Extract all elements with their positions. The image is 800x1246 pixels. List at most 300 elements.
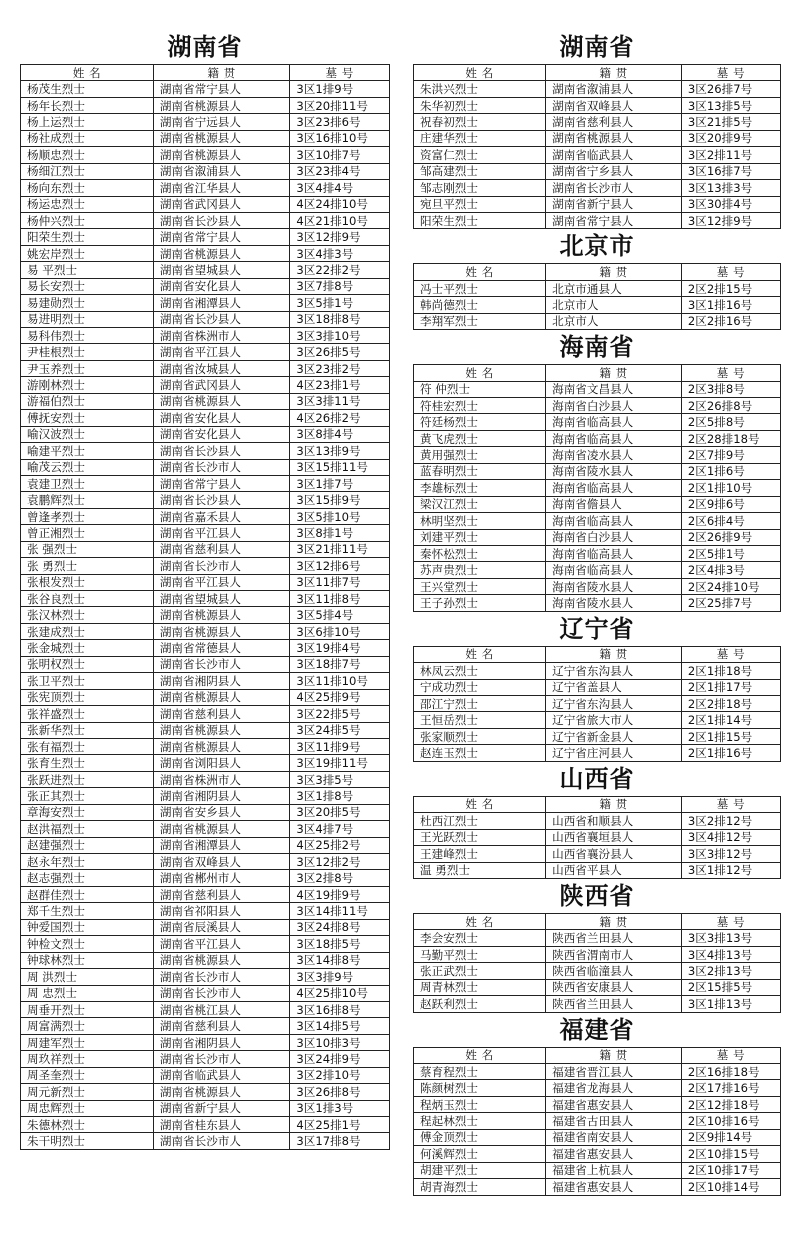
martyr-tomb: 3区1排8号 — [290, 788, 390, 804]
martyr-name: 张汉林烈士 — [21, 607, 154, 623]
martyr-origin: 海南省临高县人 — [546, 513, 682, 529]
martyr-tomb: 2区17排16号 — [681, 1080, 780, 1096]
martyr-origin: 福建省古田县人 — [546, 1113, 682, 1129]
martyr-tomb: 2区9排14号 — [681, 1129, 780, 1145]
table-header-row — [414, 796, 781, 812]
table-row — [414, 114, 781, 130]
martyr-tomb: 2区25排7号 — [681, 595, 780, 611]
martyr-tomb: 3区2排13号 — [681, 963, 780, 979]
martyr-origin: 湖南省汝城县人 — [153, 360, 290, 376]
table-row — [21, 574, 390, 590]
martyr-name: 张谷良烈士 — [21, 591, 154, 607]
martyr-origin: 湖南省桃源县人 — [153, 1084, 290, 1100]
table-row — [21, 245, 390, 261]
martyr-tomb: 2区24排10号 — [681, 578, 780, 594]
martyr-origin: 海南省临高县人 — [546, 414, 682, 430]
martyr-name: 韩尚德烈士 — [414, 297, 546, 313]
martyr-origin: 辽宁省庄河县人 — [546, 745, 682, 761]
table-header-row — [414, 646, 781, 662]
martyr-name: 庄建华烈士 — [414, 130, 546, 146]
martyr-origin: 湖南省慈利县人 — [153, 886, 290, 902]
martyr-tomb: 3区14排5号 — [290, 1018, 390, 1034]
martyr-tomb: 3区14排11号 — [290, 903, 390, 919]
table-row — [21, 525, 390, 541]
martyr-origin: 湖南省桃江县人 — [153, 1001, 290, 1017]
martyr-name: 赵洪福烈士 — [21, 821, 154, 837]
martyr-tomb: 3区3排9号 — [290, 969, 390, 985]
table-row — [414, 97, 781, 113]
table-row — [21, 508, 390, 524]
table-row — [21, 81, 390, 97]
martyr-name: 钟检文烈士 — [21, 936, 154, 952]
table-header-row — [414, 913, 781, 929]
table-row — [21, 475, 390, 491]
martyr-name: 周 洪烈士 — [21, 969, 154, 985]
martyr-tomb: 2区10排16号 — [681, 1113, 780, 1129]
martyr-name: 王兴堂烈士 — [414, 578, 546, 594]
martyr-tomb: 3区21排11号 — [290, 541, 390, 557]
martyr-name: 杨顺忠烈士 — [21, 147, 154, 163]
martyr-tomb: 4区26排2号 — [290, 410, 390, 426]
martyr-name: 张祥盛烈士 — [21, 706, 154, 722]
table-row — [21, 311, 390, 327]
table-row — [21, 410, 390, 426]
martyr-tomb: 3区4排3号 — [290, 245, 390, 261]
header-origin: 籍 贯 — [546, 913, 682, 929]
martyr-name: 姚宏岸烈士 — [21, 245, 154, 261]
header-tomb: 墓 号 — [681, 796, 780, 812]
martyr-origin: 湖南省双峰县人 — [546, 97, 682, 113]
martyr-tomb: 3区21排5号 — [681, 114, 780, 130]
province-title: 湖南省 — [559, 33, 635, 61]
table-row — [21, 706, 390, 722]
martyr-tomb: 3区5排1号 — [290, 295, 390, 311]
header-name: 姓 名 — [414, 264, 546, 280]
table-row — [21, 623, 390, 639]
martyr-name: 张有福烈士 — [21, 738, 154, 754]
table-row — [414, 313, 781, 329]
martyr-origin: 湖南省常宁县人 — [153, 475, 290, 491]
martyr-origin: 湖南省桃源县人 — [153, 623, 290, 639]
martyr-name: 蔡育程烈士 — [414, 1064, 546, 1080]
martyr-tomb: 2区7排9号 — [681, 447, 780, 463]
table-row — [21, 673, 390, 689]
martyr-tomb: 3区12排2号 — [290, 854, 390, 870]
martyr-tomb: 2区10排14号 — [681, 1179, 780, 1195]
right-column — [413, 0, 781, 1196]
province-title: 山西省 — [559, 764, 635, 793]
martyr-origin: 湖南省湘潭县人 — [153, 837, 290, 853]
martyr-name: 符桂宏烈士 — [414, 398, 546, 414]
table-row — [21, 541, 390, 557]
table-row — [21, 328, 390, 344]
martyr-origin: 福建省惠安县人 — [546, 1146, 682, 1162]
header-origin: 籍 贯 — [546, 646, 682, 662]
table-header-row — [414, 65, 781, 81]
martyr-origin: 陕西省安康县人 — [546, 979, 682, 995]
martyr-origin: 海南省凌水县人 — [546, 447, 682, 463]
table-row — [21, 180, 390, 196]
martyr-name: 赵建强烈士 — [21, 837, 154, 853]
martyr-origin: 湖南省桃源县人 — [153, 245, 290, 261]
martyr-name: 傅抚安烈士 — [21, 410, 154, 426]
martyr-name: 周富满烈士 — [21, 1018, 154, 1034]
martyr-origin: 湖南省桃源县人 — [546, 130, 682, 146]
martyr-tomb: 3区19排11号 — [290, 755, 390, 771]
martyr-tomb: 3区16排8号 — [290, 1001, 390, 1017]
table-row — [414, 562, 781, 578]
martyr-name: 张 勇烈士 — [21, 558, 154, 574]
martyr-tomb: 3区11排8号 — [290, 591, 390, 607]
martyr-origin: 湖南省宁远县人 — [153, 114, 290, 130]
table-row — [21, 656, 390, 672]
martyr-table — [413, 646, 781, 762]
martyr-origin: 海南省临高县人 — [546, 545, 682, 561]
header-origin: 籍 贯 — [546, 264, 682, 280]
table-row — [21, 919, 390, 935]
martyr-tomb: 3区3排13号 — [681, 930, 780, 946]
table-row — [414, 480, 781, 496]
martyr-origin: 湖南省桃源县人 — [153, 147, 290, 163]
martyr-name: 赵永年烈士 — [21, 854, 154, 870]
martyr-name: 杨社成烈士 — [21, 130, 154, 146]
header-origin: 籍 贯 — [546, 1047, 682, 1063]
martyr-tomb: 3区11排10号 — [290, 673, 390, 689]
header-origin: 籍 贯 — [546, 65, 682, 81]
table-row — [21, 985, 390, 1001]
martyr-name: 赵跃利烈士 — [414, 996, 546, 1012]
table-row — [21, 870, 390, 886]
table-row — [414, 829, 781, 845]
martyr-name: 李翔军烈士 — [414, 313, 546, 329]
martyr-origin: 湖南省溆浦县人 — [153, 163, 290, 179]
martyr-tomb: 3区20排9号 — [681, 130, 780, 146]
martyr-table — [413, 263, 781, 330]
martyr-origin: 湖南省武冈县人 — [153, 377, 290, 393]
martyr-name: 朱干明烈士 — [21, 1133, 154, 1149]
header-name: 姓 名 — [414, 65, 546, 81]
martyr-tomb: 3区2排12号 — [681, 813, 780, 829]
martyr-origin: 湖南省安乡县人 — [153, 804, 290, 820]
martyr-tomb: 3区12排6号 — [290, 558, 390, 574]
header-name: 姓 名 — [414, 365, 546, 381]
table-row — [414, 728, 781, 744]
martyr-origin: 湖南省长沙市人 — [153, 969, 290, 985]
header-origin: 籍 贯 — [546, 365, 682, 381]
table-row — [21, 212, 390, 228]
table-row — [414, 463, 781, 479]
martyr-tomb: 3区26排8号 — [290, 1084, 390, 1100]
table-row — [21, 821, 390, 837]
martyr-origin: 湖南省平江县人 — [153, 936, 290, 952]
martyr-name: 易进明烈士 — [21, 311, 154, 327]
martyr-name: 周 忠烈士 — [21, 985, 154, 1001]
martyr-name: 邹高建烈士 — [414, 163, 546, 179]
martyr-tomb: 3区23排4号 — [290, 163, 390, 179]
martyr-name: 何溪辉烈士 — [414, 1146, 546, 1162]
martyr-tomb: 2区12排18号 — [681, 1096, 780, 1112]
table-row — [21, 393, 390, 409]
martyr-origin: 湖南省新宁县人 — [153, 1100, 290, 1116]
martyr-origin: 湖南省慈利县人 — [153, 706, 290, 722]
table-row — [414, 180, 781, 196]
martyr-origin: 湖南省湘阴县人 — [153, 1034, 290, 1050]
martyr-name: 邹志刚烈士 — [414, 180, 546, 196]
martyr-origin: 海南省临高县人 — [546, 430, 682, 446]
table-row — [21, 229, 390, 245]
table-row — [21, 97, 390, 113]
table-row — [414, 1064, 781, 1080]
martyr-tomb: 2区1排15号 — [681, 728, 780, 744]
martyr-origin: 湖南省慈利县人 — [546, 114, 682, 130]
martyr-tomb: 3区8排1号 — [290, 525, 390, 541]
table-row — [21, 771, 390, 787]
martyr-tomb: 2区26排8号 — [681, 398, 780, 414]
martyr-origin: 湖南省望城县人 — [153, 591, 290, 607]
table-row — [414, 381, 781, 397]
martyr-origin: 湖南省临武县人 — [546, 147, 682, 163]
martyr-origin: 湖南省郴州市人 — [153, 870, 290, 886]
martyr-origin: 湖南省株洲市人 — [153, 328, 290, 344]
martyr-origin: 湖南省平江县人 — [153, 525, 290, 541]
martyr-origin: 陕西省临潼县人 — [546, 963, 682, 979]
martyr-origin: 湖南省长沙市人 — [153, 558, 290, 574]
table-row — [21, 443, 390, 459]
martyr-tomb: 4区25排9号 — [290, 689, 390, 705]
martyr-origin: 海南省白沙县人 — [546, 398, 682, 414]
martyr-name: 阳荣生烈士 — [21, 229, 154, 245]
martyr-name: 张金城烈士 — [21, 640, 154, 656]
table-row — [21, 1051, 390, 1067]
province-title: 福建省 — [559, 1015, 635, 1044]
martyr-tomb: 3区24排9号 — [290, 1051, 390, 1067]
martyr-origin: 湖南省安化县人 — [153, 426, 290, 442]
table-row — [21, 903, 390, 919]
header-name: 姓 名 — [414, 913, 546, 929]
martyr-tomb: 2区1排18号 — [681, 663, 780, 679]
table-header-row — [414, 1047, 781, 1063]
martyr-origin: 北京市人 — [546, 313, 682, 329]
martyr-name: 胡青海烈士 — [414, 1179, 546, 1195]
martyr-origin: 湖南省宁乡县人 — [546, 163, 682, 179]
martyr-tomb: 4区21排10号 — [290, 212, 390, 228]
martyr-name: 张正武烈士 — [414, 963, 546, 979]
left-column — [20, 0, 390, 1150]
martyr-name: 蓝春明烈士 — [414, 463, 546, 479]
martyr-name: 朱德林烈士 — [21, 1117, 154, 1133]
martyr-name: 游福伯烈士 — [21, 393, 154, 409]
martyr-name: 王恒岳烈士 — [414, 712, 546, 728]
martyr-origin: 湖南省慈利县人 — [153, 541, 290, 557]
martyr-tomb: 3区15排11号 — [290, 459, 390, 475]
martyr-tomb: 3区13排5号 — [681, 97, 780, 113]
header-tomb: 墓 号 — [681, 65, 780, 81]
martyr-name: 黄用强烈士 — [414, 447, 546, 463]
martyr-tomb: 4区25排2号 — [290, 837, 390, 853]
table-row — [21, 854, 390, 870]
martyr-origin: 福建省惠安县人 — [546, 1179, 682, 1195]
martyr-origin: 湖南省长沙县人 — [153, 492, 290, 508]
martyr-tomb: 3区6排10号 — [290, 623, 390, 639]
table-row — [414, 946, 781, 962]
martyr-name: 杨运忠烈士 — [21, 196, 154, 212]
table-row — [414, 1080, 781, 1096]
table-row — [21, 837, 390, 853]
martyr-tomb: 2区2排18号 — [681, 696, 780, 712]
table-header-row — [414, 264, 781, 280]
martyr-tomb: 4区19排9号 — [290, 886, 390, 902]
martyr-tomb: 3区16排10号 — [290, 130, 390, 146]
martyr-name: 袁建卫烈士 — [21, 475, 154, 491]
martyr-origin: 北京市人 — [546, 297, 682, 313]
province-title: 北京市 — [559, 232, 635, 261]
table-row — [21, 360, 390, 376]
martyr-tomb: 3区5排4号 — [290, 607, 390, 623]
martyr-name: 马勤平烈士 — [414, 946, 546, 962]
martyr-tomb: 3区22排2号 — [290, 262, 390, 278]
martyr-tomb: 3区18排7号 — [290, 656, 390, 672]
table-row — [414, 280, 781, 296]
martyr-name: 张 强烈士 — [21, 541, 154, 557]
martyr-origin: 辽宁省新金县人 — [546, 728, 682, 744]
table-row — [414, 81, 781, 97]
martyr-origin: 湖南省嘉禾县人 — [153, 508, 290, 524]
table-row — [21, 952, 390, 968]
table-row — [414, 130, 781, 146]
martyr-name: 张育生烈士 — [21, 755, 154, 771]
martyr-origin: 陕西省兰田县人 — [546, 996, 682, 1012]
table-row — [21, 196, 390, 212]
martyr-tomb: 3区26排5号 — [290, 344, 390, 360]
martyr-tomb: 3区1排9号 — [290, 81, 390, 97]
martyr-origin: 福建省晋江县人 — [546, 1064, 682, 1080]
martyr-origin: 山西省平县人 — [546, 862, 682, 878]
header-tomb: 墓 号 — [681, 365, 780, 381]
martyr-name: 尹玉养烈士 — [21, 360, 154, 376]
martyr-origin: 湖南省桃源县人 — [153, 97, 290, 113]
header-tomb: 墓 号 — [681, 1047, 780, 1063]
martyr-tomb: 3区2排11号 — [681, 147, 780, 163]
martyr-tomb: 4区25排1号 — [290, 1117, 390, 1133]
martyr-tomb: 3区19排4号 — [290, 640, 390, 656]
martyr-origin: 湖南省常德县人 — [153, 640, 290, 656]
martyr-name: 程炳玉烈士 — [414, 1096, 546, 1112]
table-row — [21, 492, 390, 508]
martyr-origin: 湖南省常宁县人 — [153, 81, 290, 97]
table-row — [414, 398, 781, 414]
table-row — [21, 1034, 390, 1050]
table-row — [21, 163, 390, 179]
table-row — [414, 930, 781, 946]
table-row — [21, 459, 390, 475]
table-row — [414, 496, 781, 512]
martyr-origin: 湖南省株洲市人 — [153, 771, 290, 787]
martyr-tomb: 2区3排8号 — [681, 381, 780, 397]
table-row — [21, 1067, 390, 1083]
martyr-tomb: 3区26排7号 — [681, 81, 780, 97]
martyr-origin: 湖南省长沙市人 — [153, 985, 290, 1001]
table-row — [414, 163, 781, 179]
martyr-origin: 湖南省浏阳县人 — [153, 755, 290, 771]
martyr-name: 易长安烈士 — [21, 278, 154, 294]
martyr-name: 符 仲烈士 — [414, 381, 546, 397]
martyr-name: 资富仁烈士 — [414, 147, 546, 163]
martyr-name: 钟球林烈士 — [21, 952, 154, 968]
table-row — [21, 936, 390, 952]
table-row — [21, 969, 390, 985]
martyr-tomb: 2区10排17号 — [681, 1162, 780, 1178]
martyr-tomb: 2区10排15号 — [681, 1146, 780, 1162]
table-row — [21, 722, 390, 738]
table-row — [414, 963, 781, 979]
martyr-name: 尹桂根烈士 — [21, 344, 154, 360]
martyr-name: 符廷杨烈士 — [414, 414, 546, 430]
martyr-origin: 辽宁省盖县人 — [546, 679, 682, 695]
martyr-tomb: 3区10排7号 — [290, 147, 390, 163]
martyr-tomb: 3区3排12号 — [681, 846, 780, 862]
martyr-tomb: 3区1排16号 — [681, 297, 780, 313]
martyr-name: 周忠辉烈士 — [21, 1100, 154, 1116]
martyr-tomb: 3区20排11号 — [290, 97, 390, 113]
martyr-tomb: 3区20排5号 — [290, 804, 390, 820]
table-header-row — [21, 65, 390, 81]
martyr-origin: 海南省白沙县人 — [546, 529, 682, 545]
martyr-table — [413, 64, 781, 229]
header-tomb: 墓 号 — [681, 264, 780, 280]
martyr-tomb: 3区1排12号 — [681, 862, 780, 878]
martyr-name: 周垂开烈士 — [21, 1001, 154, 1017]
martyr-tomb: 3区12排9号 — [681, 212, 780, 228]
martyr-tomb: 2区4排3号 — [681, 562, 780, 578]
martyr-name: 陈颜树烈士 — [414, 1080, 546, 1096]
martyr-origin: 湖南省双峰县人 — [153, 854, 290, 870]
martyr-origin: 湖南省长沙市人 — [153, 1133, 290, 1149]
table-row — [414, 813, 781, 829]
table-row — [21, 591, 390, 607]
martyr-origin: 湖南省桃源县人 — [153, 130, 290, 146]
table-row — [414, 196, 781, 212]
martyr-tomb: 3区3排11号 — [290, 393, 390, 409]
table-row — [414, 846, 781, 862]
martyr-origin: 湖南省临武县人 — [153, 1067, 290, 1083]
martyr-tomb: 3区11排9号 — [290, 738, 390, 754]
martyr-tomb: 3区1排7号 — [290, 475, 390, 491]
martyr-name: 王光跃烈士 — [414, 829, 546, 845]
martyr-tomb: 3区24排5号 — [290, 722, 390, 738]
table-row — [21, 1018, 390, 1034]
martyr-origin: 海南省临高县人 — [546, 480, 682, 496]
table-row — [21, 130, 390, 146]
martyr-tomb: 2区1排6号 — [681, 463, 780, 479]
martyr-origin: 湖南省武冈县人 — [153, 196, 290, 212]
martyr-origin: 湖南省长沙市人 — [153, 656, 290, 672]
martyr-origin: 福建省南安县人 — [546, 1129, 682, 1145]
martyr-name: 宁成功烈士 — [414, 679, 546, 695]
table-row — [21, 114, 390, 130]
martyr-tomb: 3区4排4号 — [290, 180, 390, 196]
table-row — [21, 1100, 390, 1116]
martyr-tomb: 2区5排1号 — [681, 545, 780, 561]
table-row — [414, 862, 781, 878]
table-row — [414, 414, 781, 430]
table-row — [414, 979, 781, 995]
martyr-origin: 海南省陵水县人 — [546, 463, 682, 479]
martyr-origin: 湖南省桃源县人 — [153, 393, 290, 409]
martyr-origin: 湖南省祁阳县人 — [153, 903, 290, 919]
martyr-name: 喻汉波烈士 — [21, 426, 154, 442]
martyr-name: 张根发烈士 — [21, 574, 154, 590]
martyr-name: 杜西江烈士 — [414, 813, 546, 829]
